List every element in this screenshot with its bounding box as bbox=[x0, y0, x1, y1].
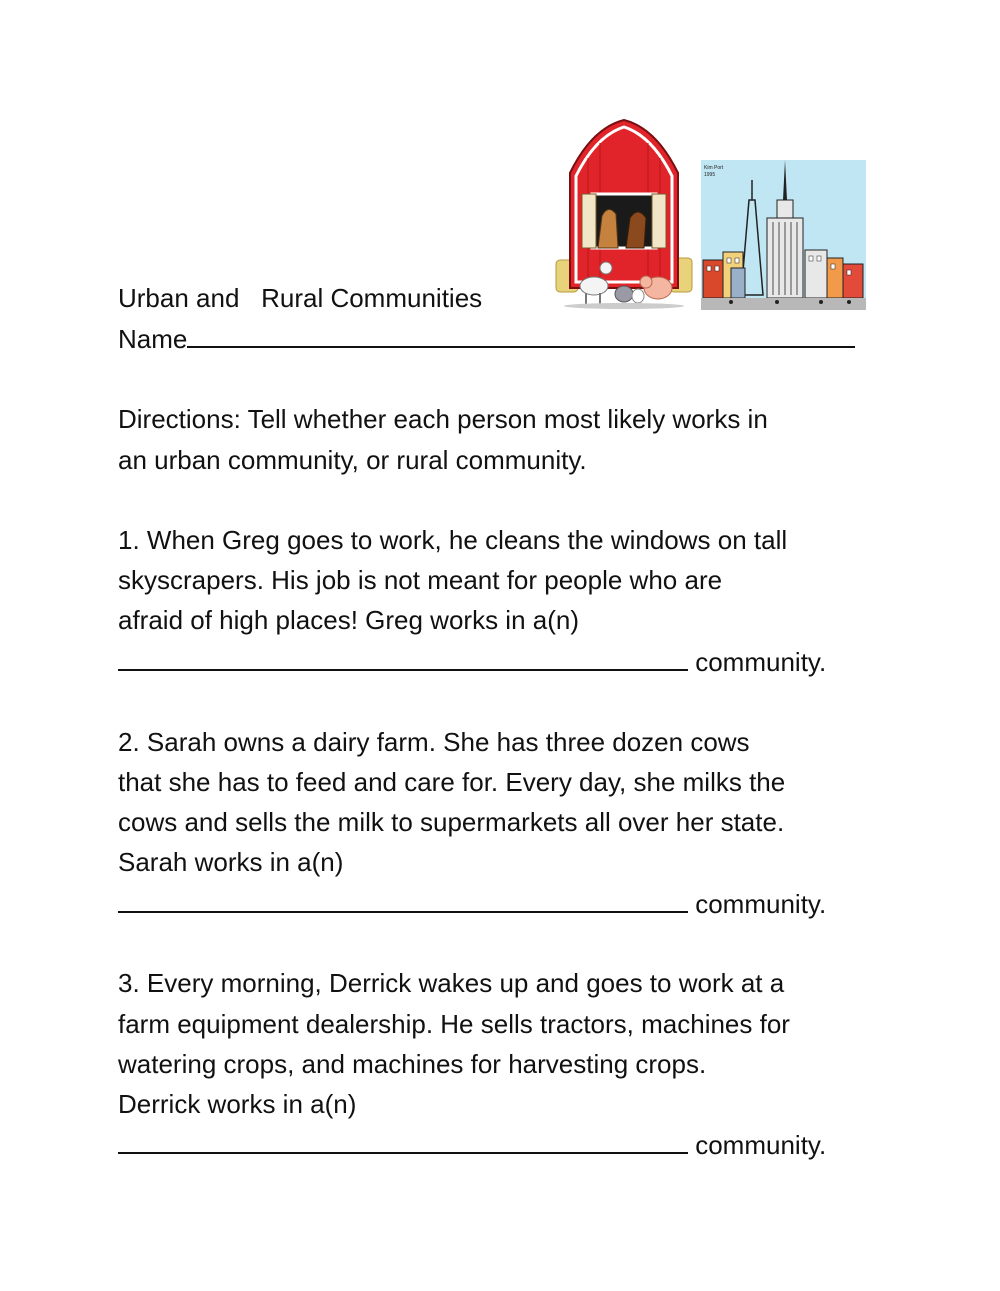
question-2-line-2: that she has to feed and care for. Every day, she milks the bbox=[118, 767, 786, 797]
city-skyline-illustration bbox=[701, 160, 866, 310]
question-1-answer-input[interactable] bbox=[118, 641, 688, 671]
question-2-community-word: community. bbox=[688, 889, 827, 919]
question-3-line-4: Derrick works in a(n) bbox=[118, 1089, 357, 1119]
question-1-community-word: community. bbox=[688, 647, 827, 677]
name-label: Name bbox=[118, 324, 188, 354]
barn-illustration bbox=[552, 118, 697, 310]
directions-line-1: Directions: Tell whether each person most likely works in bbox=[118, 404, 768, 434]
directions-line-2: an urban community, or rural community. bbox=[118, 445, 587, 475]
worksheet-title: Urban and Rural Communities bbox=[118, 283, 483, 313]
name-input[interactable] bbox=[187, 318, 855, 348]
question-1-line-1: 1. When Greg goes to work, he cleans the windows on tall bbox=[118, 525, 788, 555]
question-2-answer-row bbox=[118, 883, 826, 924]
city-credit-year: 1995 bbox=[704, 172, 716, 178]
question-1-answer-row bbox=[118, 641, 826, 682]
name-row bbox=[118, 318, 855, 359]
city-credit-name: Kim Port bbox=[704, 165, 724, 171]
question-3-answer-row bbox=[118, 1124, 826, 1165]
question-3-line-2: farm equipment dealership. He sells tractors, machines for bbox=[118, 1009, 790, 1039]
question-2-answer-input[interactable] bbox=[118, 883, 688, 913]
question-3-line-3: watering crops, and machines for harvesting crops. bbox=[118, 1049, 707, 1079]
question-3-line-1: 3. Every morning, Derrick wakes up and goes to work at a bbox=[118, 968, 785, 998]
question-2-line-1: 2. Sarah owns a dairy farm. She has three dozen cows bbox=[118, 727, 750, 757]
question-1-line-2: skyscrapers. His job is not meant for people who are bbox=[118, 565, 723, 595]
question-2-line-3: cows and sells the milk to supermarkets all over her state. bbox=[118, 807, 785, 837]
question-3-answer-input[interactable] bbox=[118, 1124, 688, 1154]
question-2-line-4: Sarah works in a(n) bbox=[118, 847, 344, 877]
question-1-line-3: afraid of high places! Greg works in a(n) bbox=[118, 605, 579, 635]
question-3-community-word: community. bbox=[688, 1130, 827, 1160]
